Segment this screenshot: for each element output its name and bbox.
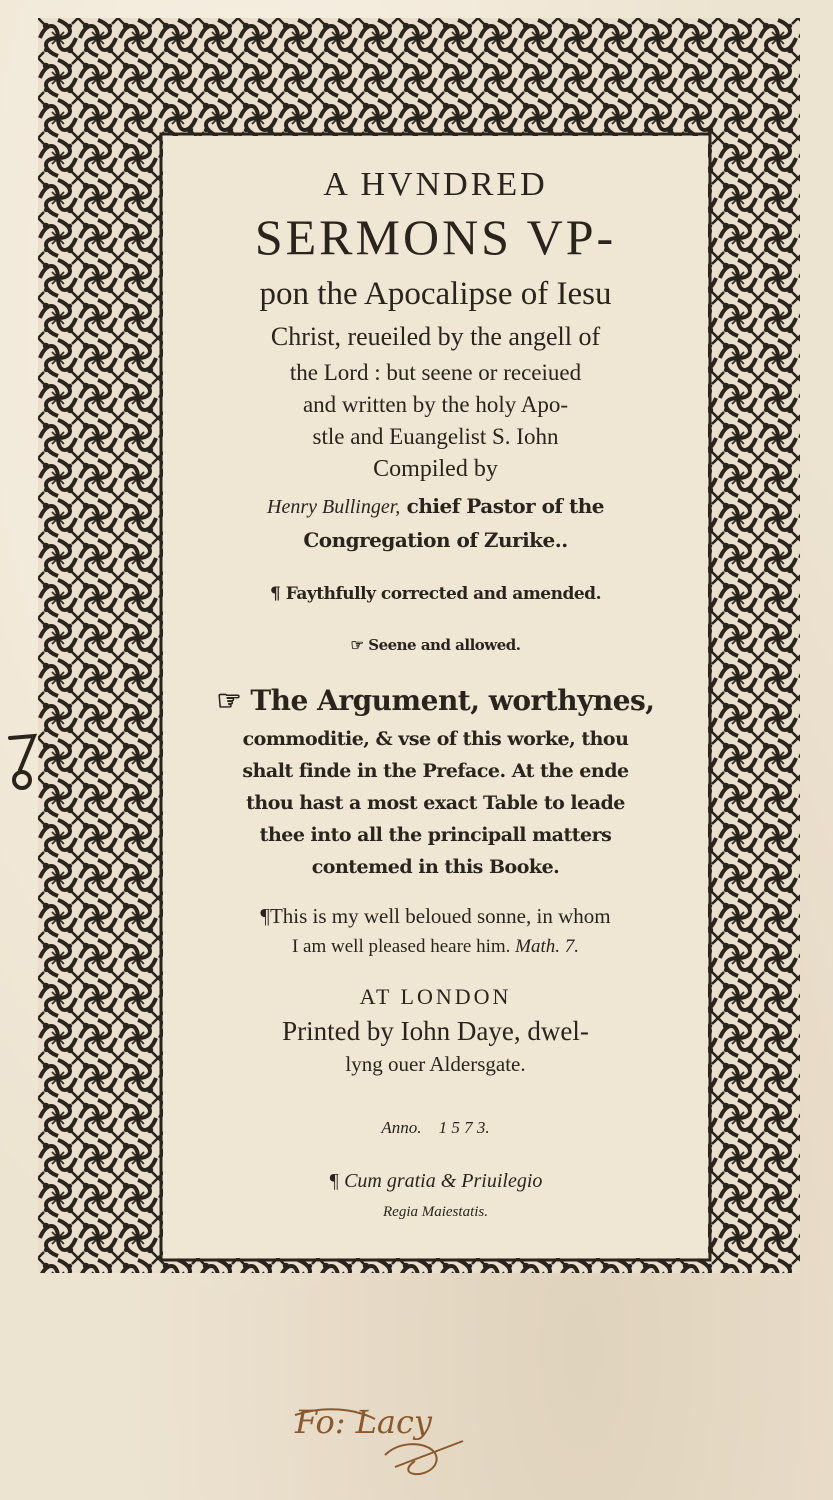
congregation-line: Congregation of Zurike..	[303, 528, 568, 552]
argument-line-1	[163, 684, 708, 717]
verse-line-2	[163, 936, 708, 958]
verse-text-2: I am well pleased heare him.	[291, 936, 511, 957]
privilege-text-1: Cum gratia & Priuilegio	[344, 1170, 543, 1192]
pilcrow-icon: ¶	[260, 904, 270, 928]
imprint-place: AT LONDON	[359, 984, 512, 1009]
imprint-printer-1: Printed by Iohn Daye, dwel-	[282, 1016, 589, 1046]
author-line	[163, 494, 708, 519]
title-line-5: the Lord : but seene or receiued	[289, 360, 582, 385]
pointing-hand-icon: ☞	[216, 684, 242, 717]
imprint-date	[163, 1118, 708, 1138]
title-line-3: pon the Apocalipse of Iesu	[259, 276, 612, 312]
author-title: chief Pastor of the	[406, 494, 604, 518]
compiled-by: Compiled by	[373, 456, 498, 482]
corrected-line	[163, 584, 708, 604]
title-line-2: SERMONS VP-	[254, 209, 617, 265]
allowed-line	[163, 636, 708, 654]
corrected-text: Faythfully corrected and amended.	[285, 584, 601, 604]
imprint-printer-2: lyng ouer Aldersgate.	[345, 1052, 526, 1076]
margin-scribble-icon	[6, 730, 40, 794]
allowed-text: Seene and allowed.	[368, 636, 521, 654]
argument-line-6: contemed in this Booke.	[311, 856, 560, 878]
title-line-1: A HVNDRED	[323, 166, 548, 203]
title-line-4: Christ, reueiled by the angell of	[270, 322, 601, 351]
inscription-text: Fo: Lacy	[295, 1403, 432, 1441]
pilcrow-icon: ¶	[270, 584, 281, 604]
ornamental-border	[38, 18, 800, 1273]
verse-line-1	[163, 904, 708, 929]
anno-year: 1 5 7 3.	[438, 1118, 490, 1137]
anno-label: Anno.	[381, 1118, 422, 1137]
privilege-line-2: Regia Maiestatis.	[383, 1204, 488, 1220]
margin-annotation	[6, 730, 40, 794]
author-name: Henry Bullinger,	[267, 496, 401, 518]
argument-text-1: The Argument, worthynes,	[250, 684, 655, 717]
owner-inscription	[285, 1395, 485, 1485]
privilege-line-1	[163, 1170, 708, 1193]
argument-line-4: thou hast a most exact Table to leade	[246, 792, 625, 814]
pilcrow-icon: ¶	[328, 1170, 340, 1192]
argument-line-2: commoditie, & vse of this worke, thou	[242, 728, 629, 750]
verse-reference: Math. 7.	[515, 936, 580, 957]
argument-line-5: thee into all the principall matters	[259, 824, 612, 846]
verse-text-1: This is my well beloued sonne, in whom	[269, 904, 611, 928]
title-line-7: stle and Euangelist S. Iohn	[312, 424, 559, 449]
title-line-6: and written by the holy Apo-	[302, 392, 569, 417]
pointing-hand-icon: ☞	[350, 636, 364, 654]
title-text-area	[163, 136, 708, 1258]
argument-line-3: shalt finde in the Preface. At the ende	[242, 760, 629, 782]
